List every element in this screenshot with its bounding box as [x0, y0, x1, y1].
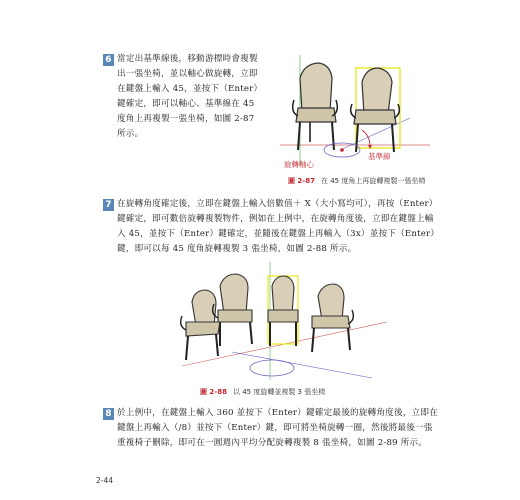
figure-2-87-label: 圖 2-87 — [288, 177, 315, 185]
step-6-line-6: 所示。 — [117, 129, 144, 139]
step-6-line-5: 度角上再複製一張坐椅，如圖 2-87 — [117, 114, 255, 124]
annotation-baseline: 基準線 — [368, 152, 391, 161]
figure-2-87-image — [270, 50, 435, 172]
chair-icon — [312, 284, 353, 352]
step-7-line-3: 入 45，並按下（Enter）鍵確定，並隨後在鍵盤上再輸入（3x）並按下（Enter） — [117, 229, 440, 239]
chair-icon — [293, 63, 338, 150]
step-8-paragraph — [103, 406, 438, 451]
figure-2-88-caption — [200, 387, 325, 397]
annotation-rotation-axis: 旋轉軸心 — [284, 160, 314, 169]
step-7-paragraph — [103, 197, 440, 257]
figure-2-87-caption — [288, 176, 425, 186]
step-6-line-1: 當定出基準線後，移動游標時會複製 — [117, 54, 258, 64]
step-7-line-1: 在旋轉角度確定後，立即在鍵盤上輸入倍數值＋ X（大小寫均可），再按（Enter） — [117, 199, 438, 209]
chair-selected-icon — [268, 276, 298, 346]
figure-2-88-image — [172, 262, 392, 382]
step-6-number: 6 — [103, 54, 114, 66]
chair-icon — [181, 290, 220, 360]
figure-2-87-text: 在 45 度角上再旋轉複製一張坐椅 — [320, 177, 426, 185]
figure-2-88-label: 圖 2-88 — [200, 388, 227, 396]
figure-2-88-text: 以 45 度旋轉並複製 3 張坐椅 — [232, 388, 326, 396]
step-7-line-2: 鍵確定，即可數倍旋轉複製物件，例如在上例中，在旋轉角度後，立即在鍵盤上輸 — [117, 214, 434, 224]
step-6-paragraph — [103, 52, 263, 142]
chair-copy-icon — [351, 68, 400, 152]
step-7-number: 7 — [103, 199, 114, 211]
step-7-line-4: 鍵，即可以每 45 度角旋轉複製 3 張坐椅，如圖 2-88 所示。 — [117, 244, 357, 254]
step-8-line-1: 於上例中，在鍵盤上輸入 360 並按下（Enter）鍵確定最後的旋轉角度後，立即在 — [117, 408, 438, 418]
step-8-line-2: 鍵盤上再輸入（/8）並按下（Enter）鍵，即可將坐椅旋轉一圈，然後將最後一張 — [117, 423, 433, 433]
rotation-circle-icon — [250, 360, 294, 376]
page-number: 2-44 — [96, 476, 114, 485]
step-6-line-4: 鍵確定，即可以軸心、基準線在 45 — [117, 99, 255, 109]
step-6-line-3: 在鍵盤上輸入 45，並按下（Enter） — [117, 84, 263, 94]
step-8-number: 8 — [103, 408, 114, 420]
chair-icon — [213, 274, 252, 346]
step-8-line-3: 重複椅子刪除，即可在一圓週內平均分配旋轉複製 8 張坐椅，如圖 2-89 所示。 — [117, 438, 428, 448]
step-6-line-2: 出一張坐椅，並以軸心做旋轉，立即 — [117, 69, 258, 79]
